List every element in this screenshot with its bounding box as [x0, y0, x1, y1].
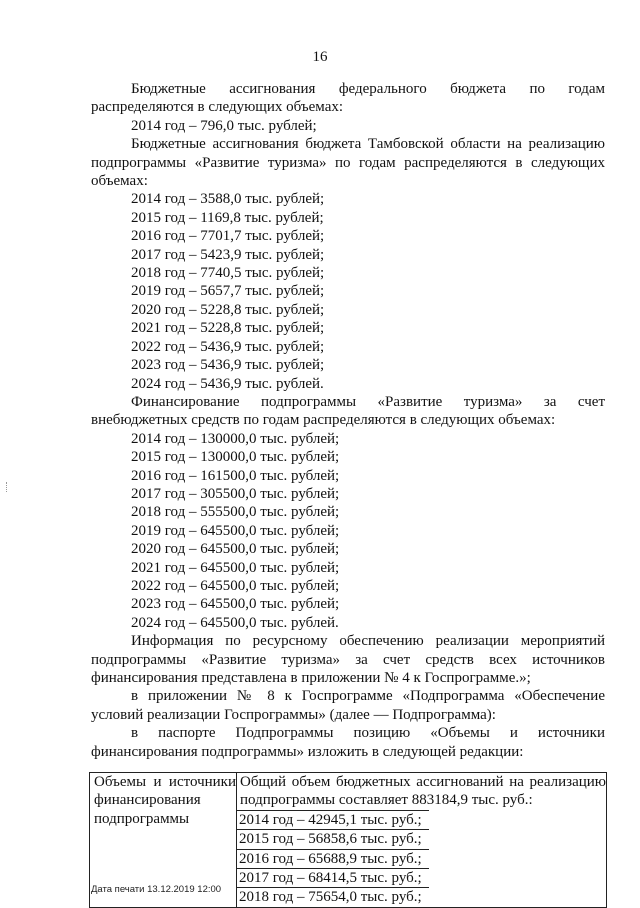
table-value-cell [237, 773, 607, 908]
document-body [91, 80, 605, 908]
paragraph-extrabudget-line2: внебюджетных средств по годам распределяются в следующих объемах: [91, 412, 556, 429]
page-number: 16 [312, 49, 328, 65]
list-item: 2017 год – 305500,0 тыс. рублей; [131, 485, 340, 502]
print-date-footer: Дата печати 13.12.2019 12:00 [91, 884, 222, 895]
table-year-item: 2018 год – 75654,0 тыс. руб.; [236, 887, 429, 906]
list-item: 2015 год – 130000,0 тыс. рублей; [131, 449, 340, 466]
list-item: 2024 год – 5436,9 тыс. рублей. [131, 375, 324, 392]
list-item: 2015 год – 1169,8 тыс. рублей; [131, 209, 324, 226]
list-item: 2017 год – 5423,9 тыс. рублей; [131, 246, 325, 263]
list-item: 2024 год – 645500,0 тыс. рублей. [131, 614, 339, 631]
list-item: 2022 год – 5436,9 тыс. рублей; [131, 338, 325, 355]
table-year-item: 2016 год – 65688,9 тыс. руб.; [236, 849, 429, 868]
regional-years-list [91, 190, 605, 392]
paragraph-passport-line1: в паспорте Подпрограммы позицию «Объемы и источники [131, 725, 605, 742]
table-total-line2: подпрограммы составляет 883184,9 тыс. руб.: [240, 792, 533, 809]
list-item: 2023 год – 5436,9 тыс. рублей; [131, 357, 325, 374]
list-item: 2019 год – 5657,7 тыс. рублей; [131, 283, 325, 300]
list-item: 2020 год – 645500,0 тыс. рублей; [131, 541, 340, 558]
extrabudget-years-list [91, 430, 605, 632]
list-item: 2014 год – 130000,0 тыс. рублей; [131, 430, 340, 447]
list-item: 2019 год – 645500,0 тыс. рублей; [131, 522, 340, 539]
paragraph-federal-line1: Бюджетные ассигнования федерального бюджета по годам [131, 81, 605, 97]
list-item: 2021 год – 645500,0 тыс. рублей; [131, 559, 340, 576]
list-item: 2022 год – 645500,0 тыс. рублей; [131, 577, 340, 594]
list-item: 2016 год – 161500,0 тыс. рублей; [131, 467, 340, 484]
paragraph-regional-line2: подпрограммы «Развитие туризма» по годам распределяются в следующих [91, 154, 605, 171]
table-year-item: 2017 год – 68414,5 тыс. руб.; [236, 868, 429, 887]
paragraph-regional-line3: объемах: [91, 173, 148, 190]
federal-year-2014: 2014 год – 796,0 тыс. рублей; [131, 117, 317, 134]
list-item: 2018 год – 555500,0 тыс. рублей; [131, 504, 340, 521]
paragraph-info-line2: подпрограммы «Развитие туризма» за счет средств всех источников [91, 651, 605, 668]
list-item: 2018 год – 7740,5 тыс. рублей; [131, 265, 325, 282]
table-label-line1: Объемы и источники [94, 774, 236, 791]
table-label-line2: финансирования [94, 792, 201, 809]
paragraph-info-line3: финансирования представлена в приложении № 4 к Госпрограмме.»; [91, 670, 531, 686]
table-year-item: 2015 год – 56858,6 тыс. руб.; [236, 829, 429, 848]
list-item: 2023 год – 645500,0 тыс. рублей; [131, 596, 340, 613]
list-item: 2020 год – 5228,8 тыс. рублей; [131, 301, 325, 318]
paragraph-regional-line1: Бюджетные ассигнования бюджета Тамбовской области на реализацию [131, 136, 605, 153]
margin-mark [6, 482, 9, 492]
paragraph-federal-line2: распределяются в следующих объемах: [91, 99, 344, 116]
table-label-line3: подпрограммы [94, 810, 190, 827]
table-total-line1: Общий объем бюджетных ассигнований на реализацию [240, 774, 606, 791]
paragraph-passport-line2: финансирования подпрограммы» изложить в следующей редакции: [91, 743, 524, 760]
list-item: 2014 год – 3588,0 тыс. рублей; [131, 191, 325, 208]
paragraph-extrabudget-line1: Финансирование подпрограммы «Развитие туризма» за счет [131, 393, 605, 410]
paragraph-appendix-line1: в приложении № 8 к Госпрограмме «Подпрограмма «Обеспечение [131, 688, 605, 705]
list-item: 2016 год – 7701,7 тыс. рублей; [131, 228, 325, 245]
paragraph-appendix-line2: условий реализации Госпрограммы» (далее — Подпрограмма): [91, 706, 496, 723]
paragraph-info-line1: Информация по ресурсному обеспечению реализации мероприятий [131, 633, 605, 650]
list-item: 2021 год – 5228,8 тыс. рублей; [131, 320, 325, 337]
table-year-item: 2014 год – 42945,1 тыс. руб.; [236, 810, 429, 829]
